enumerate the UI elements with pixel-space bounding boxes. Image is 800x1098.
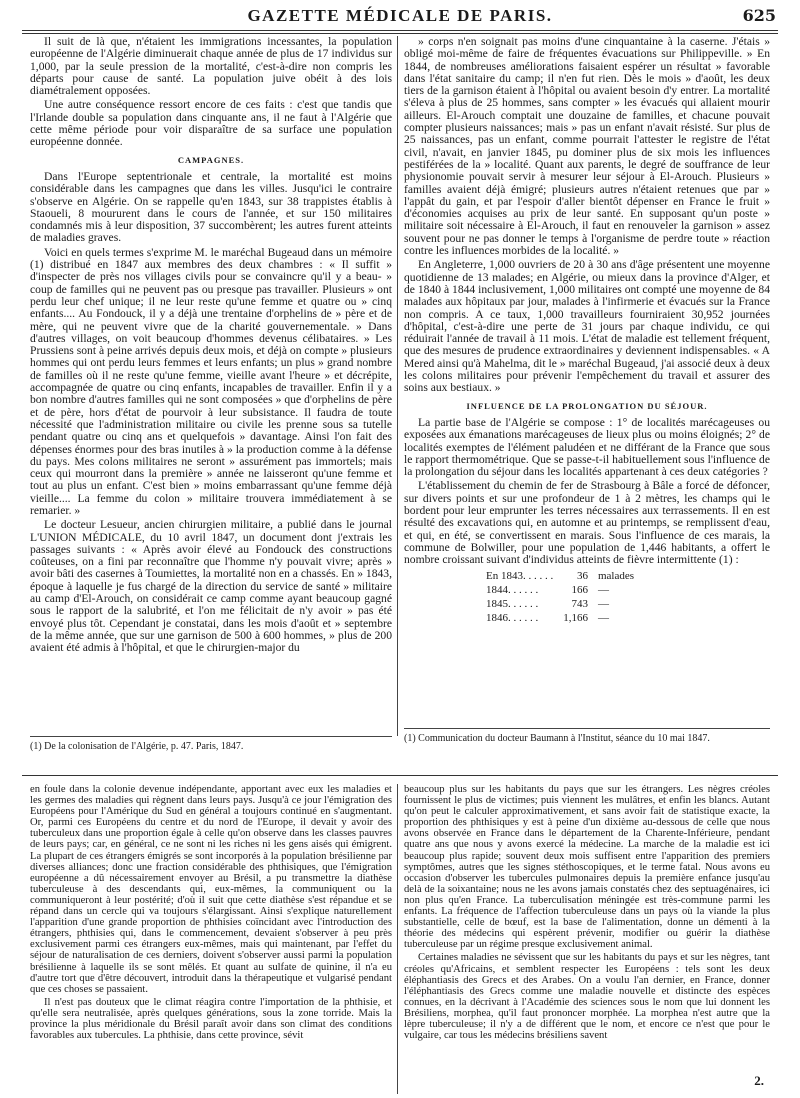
footnote-rule — [404, 728, 770, 729]
value-cell: 36 — [576, 570, 588, 583]
unit-cell: — — [597, 612, 609, 625]
column-3 — [30, 784, 392, 1090]
page-number: 625 — [742, 6, 776, 25]
table-row — [486, 570, 642, 582]
signature-mark: 2. — [754, 1073, 764, 1088]
section-heading: INFLUENCE DE LA PROLONGATION DU SÉJOUR. — [466, 400, 708, 411]
paragraph: Certaines maladies ne sévissent que sur les habitants du pays et sur les nègres, tant créoles qu'Africains, et semblent respecter les Européens : tels sont les deux éléphantiasis des Grecs et des Arabes. On a voulu l'an dernier, en France, donner l'éléphantiasis des Grecs comme une maladie nouvelle et distincte des espèces connues, en la décrivant à l'Académie des sciences sous le nom que lui donnent les Brésiliens, morphea, qu'il faut prononcer morphée. La morphea n'est autre que la lèpre tuberculeuse; il n'y a de différent que le nom, et encore ce n'est que pour le vulgaire, car tous les médecins brésiliens savent — [404, 952, 770, 1042]
header-rule — [22, 30, 778, 34]
year-cell: 1845. . . . . . — [486, 598, 539, 611]
year-cell: 1844. . . . . . — [486, 584, 539, 597]
footnote-rule — [30, 736, 392, 737]
footnote-right: (1) Communication du docteur Baumann à l'Institut, séance du 10 mai 1847. — [404, 733, 710, 744]
page-header — [14, 6, 786, 28]
column-2 — [404, 36, 770, 732]
table-row — [486, 612, 642, 624]
column-1 — [30, 36, 392, 732]
paragraph: Il suit de là que, n'étaient les immigrations incessantes, la population européenne de l'Algérie diminuerait chaque année de plus de 17 individus sur 1,000, par la seule pression de la mortalité, c'est-à-dire non compris les départs pour cause de santé. La population juive obéit à des lois diamétralement opposées. — [30, 36, 392, 98]
column-divider — [397, 36, 398, 736]
paragraph: en foule dans la colonie devenue indépendante, apportant avec eux les maladies et les germes des maladies qui règnent dans leurs pays. Jusqu'à ce jour l'émigration des Européens pour l'Amérique du Sud en général a toujours continué en s'augmentant. Or, parmi ces Européens du centre et du nord de l'Europe, il devait y avoir des tuberculeux dans une proportion égale à celle qu'on observe dans les classes pauvres de leurs pays; car, en général, ce ne sont ni les riches ni les gens aisés qui émigrent. La plupart de ces étrangers émigrés se sont incorporés à la population brésilienne par diverses alliances; donc une fraction considérable des phthisiques, que l'émigration européenne a dû nécessairement envoyer au Brésil, a pu transmettre la diathèse tuberculeuse à des descendants qui, eux-mêmes, la communiquent ou la communiqueront à leur postérité; d'où il suit que cette diathèse s'est répandue et se répand dans un cercle qui va toujours s'élargissant. Ainsi s'explique naturellement l'apparition d'une grande proportion de phthisies coïncidant avec l'introduction des étrangers, phthisies qui, dans le commencement, devaient s'observer à peu près exclusivement parmi ces étrangers eux-mêmes, mais qui maintenant, par l'effet du séjour de naturalisation de ces derniers, doivent s'observer aussi parmi la population brésilienne à laquelle ils se sont mêlés. Et quant au sulfate de quinine, il n'a eu d'autre tort que d'être découvert, introduit dans la thérapeutique et vulgarisé pendant que ces choses se passaient. — [30, 784, 392, 995]
paragraph: La partie base de l'Algérie se compose : 1° de localités marécageuses ou exposées aux émanations marécageuses de lieux plus ou moins éloignés; 2° de localités exemptes de l'élément paludéen et ne différant de la France que sous le rapport thermométrique. Que se passe-t-il habituellement sous l'influence de la prolongation du séjour dans les localités appartenant à ces deux catégories ? — [404, 415, 770, 479]
section-heading: CAMPAGNES. — [177, 154, 245, 165]
paragraph: Une autre conséquence ressort encore de ces faits : c'est que tandis que l'Irlande double sa population dans cinquante ans, il ne faut à l'Algérie que cette même période pour voir disparaître de sa surface une population européenne donnée. — [30, 98, 392, 149]
value-cell: 743 — [571, 598, 588, 611]
paragraph: » corps n'en soignait pas moins d'une cinquantaine à la caserne. J'étais » obligé moi-même de faire de fréquentes évacuations sur Philippeville. » En 1844, de nombreuses améliorations faisaient espérer un résultat » favorable dans l'état sanitaire du camp; il n'en fut rien. Dès le mois » d'août, les deux tiers de la garnison étaient à l'hôpital ou avaient besoin d'y entrer. La mortalité s'éleva à plus de 25 hommes, sans compter » les évacués qui allaient mourir ailleurs. El-Arouch comptait une douzaine de familles, et chacune pouvait compter plusieurs naissances; mais » pas un enfant n'avait résisté. Sur plus de 25 naissances, pas un enfant, comme pourrait l'attester le registre de l'état civil, n'avait, en janvier 1845, pu dominer plus de six mois les influences pestiférées de la » localité. Quant aux parents, le degré de souffrance de leur physionomie pouvait servir à mesurer leur séjour à El-Arouch. Plusieurs » familles avaient déjà émigré; plusieurs autres n'étaient retenues que par » l'appât du gain, et par l'espoir d'aller bientôt dépenser en France le fruit » d'économies acquises au prix de leur santé. En supposant qu'un poste » militaire soit nécessaire à El-Arouch, il faut en renouveler la garnison » assez souvent pour ne pas donner le temps à l'organisme de perdre toute » réaction contre les influences morbides de la localité. » — [404, 36, 770, 258]
table-row — [486, 584, 642, 596]
paragraph: Il n'est pas douteux que le climat réagira contre l'importation de la phthisie, et qu'elle sera neutralisée, après quelques générations, sous la zone torride. Mais la province la plus méridionale du Brésil paraît avoir dans son climat des conditions favorables aux tubercules. La phthisie, dans cette province, sévit — [30, 996, 392, 1042]
unit-cell: — — [597, 584, 609, 597]
year-cell: 1846. . . . . . — [486, 612, 539, 625]
column-4 — [404, 784, 770, 1090]
paragraph: En Angleterre, 1,000 ouvriers de 20 à 30 ans d'âge présentent une moyenne quotidienne de 13 malades; en Algérie, ou mieux dans la province d'Alger, et de 1840 à 1844 inclusivement, 1,000 militaires ont compté une moyenne de 84 malades aux hôpitaux par jour, malades à l'infirmerie et évacués sur la France non compris. A ce taux, 1,000 travailleurs fourniraient 30,952 journées d'hôpital, c'est-à-dire une perte de 31 jours par chaque individu, ce qui réduirait l'année de travail à 11 mois. L'état de maladie est tellement fréquent, que des mesures de prudence extraordinaires y deviennent indispensables. « A Mered ainsi qu'à Mahelma, dit le » maréchal Bugeaud, j'ai associé deux à deux les colons militaires pour prévenir l'empêchement du travail et assurer des soins aux bestiaux. » — [404, 258, 770, 395]
paragraph: beaucoup plus sur les habitants du pays que sur les étrangers. Les nègres créoles fournissent le plus de victimes; puis viennent les mulâtres, et enfin les blancs. Autant qu'on peut le calculer approximativement, et sans avoir fait de statistique exacte, la proportion des phthisiques y est à peine d'un dixième au-dessous de celle que nous avons observée en France dans le département de la Charente-Inférieure, pendant quatre ans que nous y avons exercé la médecine. La marche de la maladie est ici beaucoup plus rapide; souvent deux mois suffisent entre l'apparition des premiers symptômes, autres que les signes stéthoscopiques, et le terme fatal. Nous avons eu occasion d'observer les tubercules pulmonaires depuis la première enfance jusqu'au delà de la soixantaine; nous ne les avons jamais constatés chez des septuagénaires, ici non plus qu'en France. La tuberculisation méningée est très-commune parmi les enfants. La fréquence de l'affection tuberculeuse dans un pays où la viande la plus substantielle, celle de bœuf, est la base de l'alimentation, donne un démenti à la théorie des médecins qui espèrent prévenir, modifier ou guérir la diathèse tuberculeuse par un régime presque exclusivement animal. — [404, 784, 770, 951]
value-cell: 166 — [571, 584, 588, 597]
journal-title: GAZETTE MÉDICALE DE PARIS. — [247, 6, 553, 25]
paragraph: Le docteur Lesueur, ancien chirurgien militaire, a publié dans le journal L'UNION MÉDICALE, du 10 avril 1847, un document dont j'extrais les passages suivants : « Après avoir élevé au Fondouck des constructions coûteuses, on a fini par reconnaître que l'homme n'y pouvait vivre; après » avoir bâti des casernes à Toumiettes, la mortalité non en a chassés. En » 1843, époque à laquelle je fus chargé de la direction du service de santé » militaire au camp d'El-Arouch, on considérait ce camp comme ayant beaucoup gagné sous le rapport de la salubrité, et l'on me félicitait de n'y avoir » pas été envoyé plus tôt. Cependant je constatai, dans les mois d'août et » septembre de la même année, que sur une garnison de 500 à 600 hommes, » plus de 200 avaient été admis à l'hôpital, et que le chirurgien-major du — [30, 518, 392, 655]
value-cell: 1,166 — [563, 612, 588, 625]
unit-cell: — — [597, 598, 609, 611]
column-divider — [397, 784, 398, 1094]
paragraph: Dans l'Europe septentrionale et centrale, la mortalité est moins considérable dans les campagnes que dans les villes. Jusqu'ici le contraire s'observe en Algérie. On se rappelle qu'en 1843, sur 38 trappistes établis à Staoueli, 8 moururent dans le cours de l'année, et sur 150 militaires condamnés mis à leur disposition, 37 succombèrent; les autres furent atteints de maladies graves. — [30, 169, 392, 245]
year-cell: En 1843. . . . . . — [486, 570, 554, 583]
table-row — [486, 598, 642, 610]
unit-cell: malades — [597, 570, 635, 583]
footnote-left: (1) De la colonisation de l'Algérie, p. 47. Paris, 1847. — [30, 741, 244, 752]
paragraph: L'établissement du chemin de fer de Strasbourg à Bâle a forcé de défoncer, sur divers points et sur une profondeur de 1 à 2 mètres, les champs qui le bordent pour leur emprunter les terres nécessaires aux terrassements. Il en est résulté des excavations qui, en automne et au printemps, se remplissent d'eau, et qui, en été, se convertissent en marais. Sous l'influence de ces marais, la commune de Bolwiller, pour une population de 1,446 habitants, a offert le nombre croissant suivant d'individus atteints de fièvre intermittente (1) : — [404, 479, 770, 567]
section-divider — [22, 775, 778, 776]
paragraph: Voici en quels termes s'exprime M. le maréchal Bugeaud dans un mémoire (1) distribué en 1847 aux membres des deux chambres : « Il suffit » d'inspecter de près nos villages civils pour se convaincre qu'il y a beau- » coup de familles qui ne peuvent pas ou presque pas travailler. Plusieurs » ont perdu leur chef unique; il ne leur reste qu'une femme et quatre ou » cinq enfants.... Au Fondouck, il y a déjà une trentaine d'orphelins de » père et de mère, qui ne peuvent vivre que de la charité gouvernementale. » Dans d'autres villages, on voit beaucoup d'hommes devenus célibataires. » Les Prussiens sont à peine arrivés depuis deux mois, et déjà on compte » plusieurs hommes qui ont perdu leurs femmes et leurs enfants; un plus » grand nombre de familles où il ne reste qu'une femme, vieille avant l'heure » et décrépite, accompagnée de quatre ou cinq enfants, incapables de travailler. Enfin il y a bon nombre d'autres familles qui ne sont composées » que d'orphelins de père et de père, hors d'état de pourvoir à leur subsistance. Il faudra de toute nécessité que l'administration militaire ou civile les prenne sous sa tutelle pendant quatre ou cinq ans et quelquefois » davantage. Ainsi l'on fait des dépenses énormes pour des bras inutiles à » la production comme à la défense du pays. Mes colons militaires ne seront » assurément pas immortels; mais ceux qui mourront dans la première » année ne laisseront qu'une femme et tout au plus un enfant. C'est bien » moins embarrassant qu'une femme déjà vieille.... La femme du colon » militaire trouvera immédiatement à se remarier. » — [30, 245, 392, 517]
fever-statistics-table — [484, 568, 644, 626]
